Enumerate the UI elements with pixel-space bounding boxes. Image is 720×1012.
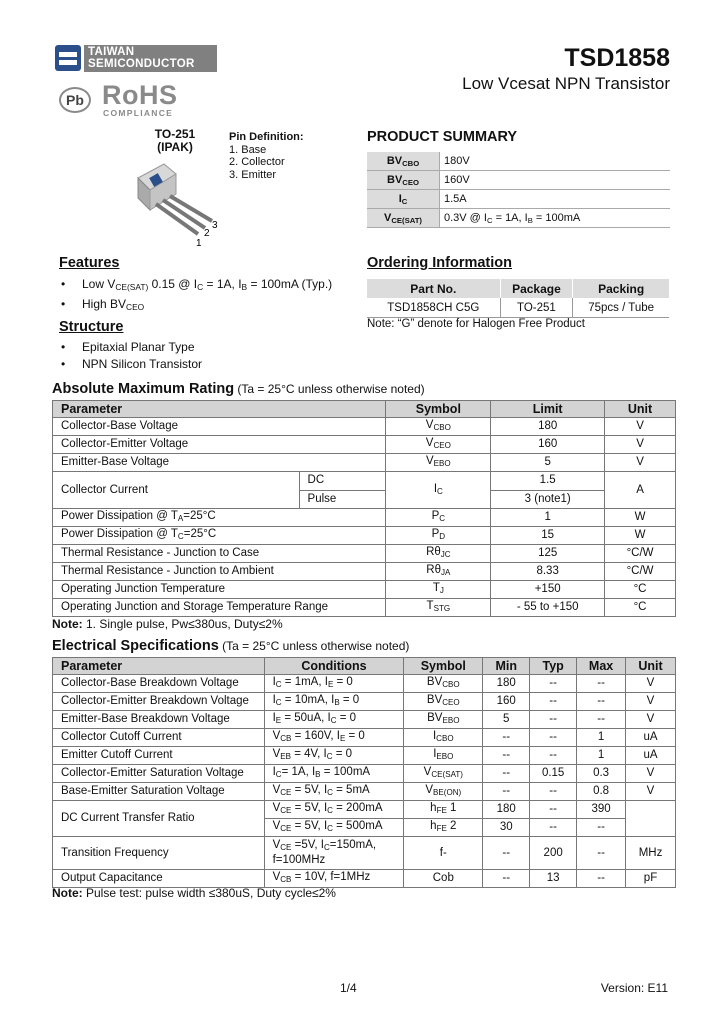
- elec-table: [52, 657, 676, 888]
- table-row: Collector Cutoff Current $V_{CB} = 160V$, $I_E = 0$ $I_{CBO}$ -- -- 1 uA: [53, 729, 676, 747]
- column-header: Min: [483, 658, 530, 675]
- summary-value: 180V: [440, 152, 671, 171]
- table-row: TSD1858CH C5G TO-251 75pcs / Tube: [367, 298, 669, 318]
- table-row: Pulse 3 (note1): [53, 490, 676, 509]
- halogen-note: Note: “G” denote for Halogen Free Product: [367, 318, 585, 330]
- column-header: Typ: [530, 658, 577, 675]
- logo-icon: [55, 45, 81, 71]
- table-row: $BV_{CBO}$ 180V: [367, 152, 670, 171]
- table-row: Collector-Base Voltage $V_{CBO}$ 180 V: [53, 418, 676, 436]
- version: Version: E11: [600, 981, 668, 995]
- logo-line2: SEMICONDUCTOR: [88, 58, 195, 70]
- table-row: Power Dissipation @ $T_A=25^\circ C$ $P_C$ 1 W: [53, 509, 676, 527]
- column-header: Symbol: [404, 658, 483, 675]
- column-header: Conditions: [264, 658, 404, 675]
- table-row: $I_C$ 1.5A: [367, 190, 670, 209]
- abs-max-note: Note: 1. Single pulse, Pw≤380us, Duty≤2%: [52, 617, 283, 631]
- summary-value: 160V: [440, 171, 671, 190]
- table-row: Transition Frequency $V_{CE} =5V$, $I_C=150mA$, f=100MHz f- -- 200 -- MHz: [53, 837, 676, 870]
- column-header: Max: [577, 658, 626, 675]
- table-row: Collector-Emitter Saturation Voltage $I_C= 1A$, $I_B = 100mA$ $V_{CE(SAT)}$ -- 0.15 0.3 V: [53, 765, 676, 783]
- page-number: 1/4: [340, 981, 357, 995]
- table-row: DC Current Transfer Ratio $V_{CE} = 5V$, $I_C = 200mA$ $h_{FE}$ 1 180 -- 390: [53, 801, 676, 819]
- table-row: $V_{CE(SAT)}$ 0.3V @ $I_C = 1A$, $I_B = 100mA$: [367, 209, 670, 228]
- table-row: Thermal Resistance - Junction to Case $R\theta_{JC}$ 125 °C/W: [53, 545, 676, 563]
- abs-max-table: [52, 400, 676, 617]
- column-header: Unit: [626, 658, 676, 675]
- structure-list: [59, 339, 202, 373]
- pin-label: 2: [204, 228, 210, 239]
- pin-label: 1: [196, 238, 202, 248]
- list-item: • High $BV_{CEO}$: [59, 296, 332, 316]
- list-item: • NPN Silicon Transistor: [59, 356, 202, 373]
- table-row: Collector-Emitter Breakdown Voltage $I_C = 10mA$, $I_B = 0$ $BV_{CEO}$ 160 -- -- V: [53, 693, 676, 711]
- column-header: Part No.: [367, 279, 500, 298]
- ordering-table: [367, 279, 669, 318]
- elec-title: Electrical Specifications (Ta = 25°C unless otherwise noted): [52, 638, 410, 654]
- rohs-compliance: COMPLIANCE: [103, 108, 174, 118]
- summary-value: 1.5A: [440, 190, 671, 209]
- table-row: Thermal Resistance - Junction to Ambient $R\theta_{JA}$ 8.33 °C/W: [53, 563, 676, 581]
- column-header: Unit: [605, 401, 676, 418]
- abs-max-title: Absolute Maximum Rating (Ta = 25°C unless otherwise noted): [52, 381, 425, 397]
- product-summary-title: PRODUCT SUMMARY: [367, 129, 518, 145]
- table-row: Operating Junction Temperature $T_J$ +150 °C: [53, 581, 676, 599]
- list-item: • Epitaxial Planar Type: [59, 339, 202, 356]
- column-header: Package: [500, 279, 573, 298]
- table-row: Operating Junction and Storage Temperature Range $T_{STG}$ - 55 to +150 °C: [53, 599, 676, 617]
- subtitle: Low Vcesat NPN Transistor: [462, 74, 670, 93]
- table-row: Emitter-Base Breakdown Voltage $I_E = 50uA$, $I_C = 0$ $BV_{EBO}$ 5 -- -- V: [53, 711, 676, 729]
- product-summary-table: [367, 152, 670, 228]
- pin-item: 3. Emitter: [229, 168, 277, 181]
- list-item: • Low $V_{CE(SAT)}$ 0.15 @ $I_C = 1A$, $I_B = 100mA$ (Typ.): [59, 276, 332, 296]
- table-row: Output Capacitance $V_{CB} = 10V$, f=1MHz Cob -- 13 -- pF: [53, 870, 676, 888]
- pin-item: 1. Base: [229, 143, 267, 156]
- column-header: Limit: [491, 401, 605, 418]
- features-list: [59, 276, 332, 316]
- package-name-line1: TO-251: [154, 127, 196, 141]
- summary-value: 0.3V @ $I_C = 1A$, $I_B = 100mA$: [440, 209, 671, 228]
- pin-item: 2. Collector: [229, 156, 285, 168]
- package-name-line2: (IPAK): [157, 140, 193, 154]
- logo-line1: TAIWAN: [88, 46, 135, 58]
- structure-title: Structure: [59, 319, 124, 335]
- table-row: Base-Emitter Saturation Voltage $V_{CE} = 5V$, $I_C = 5mA$ $V_{BE(ON)}$ -- -- 0.8 V: [53, 783, 676, 801]
- column-header: Symbol: [386, 401, 491, 418]
- table-row: $BV_{CEO}$ 160V: [367, 171, 670, 190]
- column-header: Parameter: [53, 401, 386, 418]
- part-number: TSD1858: [564, 44, 670, 72]
- pin-title: Pin Definition:: [229, 131, 304, 143]
- elec-note: Note: Pulse test: pulse width ≤380uS, Duty cycle≤2%: [52, 886, 336, 900]
- transistor-package-icon: [130, 158, 230, 248]
- table-row: $V_{CE} = 5V$, $I_C = 500mA$ $h_{FE}$ 2 30 -- --: [53, 819, 676, 837]
- pb-free-icon: Pb: [59, 87, 91, 113]
- table-row: Collector Current DC $I_C$ 1.5 A: [53, 472, 676, 491]
- table-row: Emitter Cutoff Current $V_{EB} = 4V$, $I_C = 0$ $I_{EBO}$ -- -- 1 uA: [53, 747, 676, 765]
- table-row: Collector-Emitter Voltage $V_{CEO}$ 160 V: [53, 436, 676, 454]
- package-name: [135, 128, 215, 154]
- table-row: Collector-Base Breakdown Voltage $I_C = 1mA$, $I_E = 0$ $BV_{CBO}$ 180 -- -- V: [53, 675, 676, 693]
- column-header: Packing: [573, 279, 669, 298]
- table-row: Power Dissipation @ $T_C=25^\circ C$ $P_D$ 15 W: [53, 527, 676, 545]
- company-logo: [84, 45, 217, 72]
- pin-definition: [229, 131, 304, 181]
- rohs-logo: RoHS: [102, 80, 178, 110]
- features-title: Features: [59, 255, 120, 271]
- table-row: Emitter-Base Voltage $V_{EBO}$ 5 V: [53, 454, 676, 472]
- ordering-title: Ordering Information: [367, 255, 512, 271]
- pin-label: 3: [212, 220, 218, 231]
- column-header: Parameter: [53, 658, 265, 675]
